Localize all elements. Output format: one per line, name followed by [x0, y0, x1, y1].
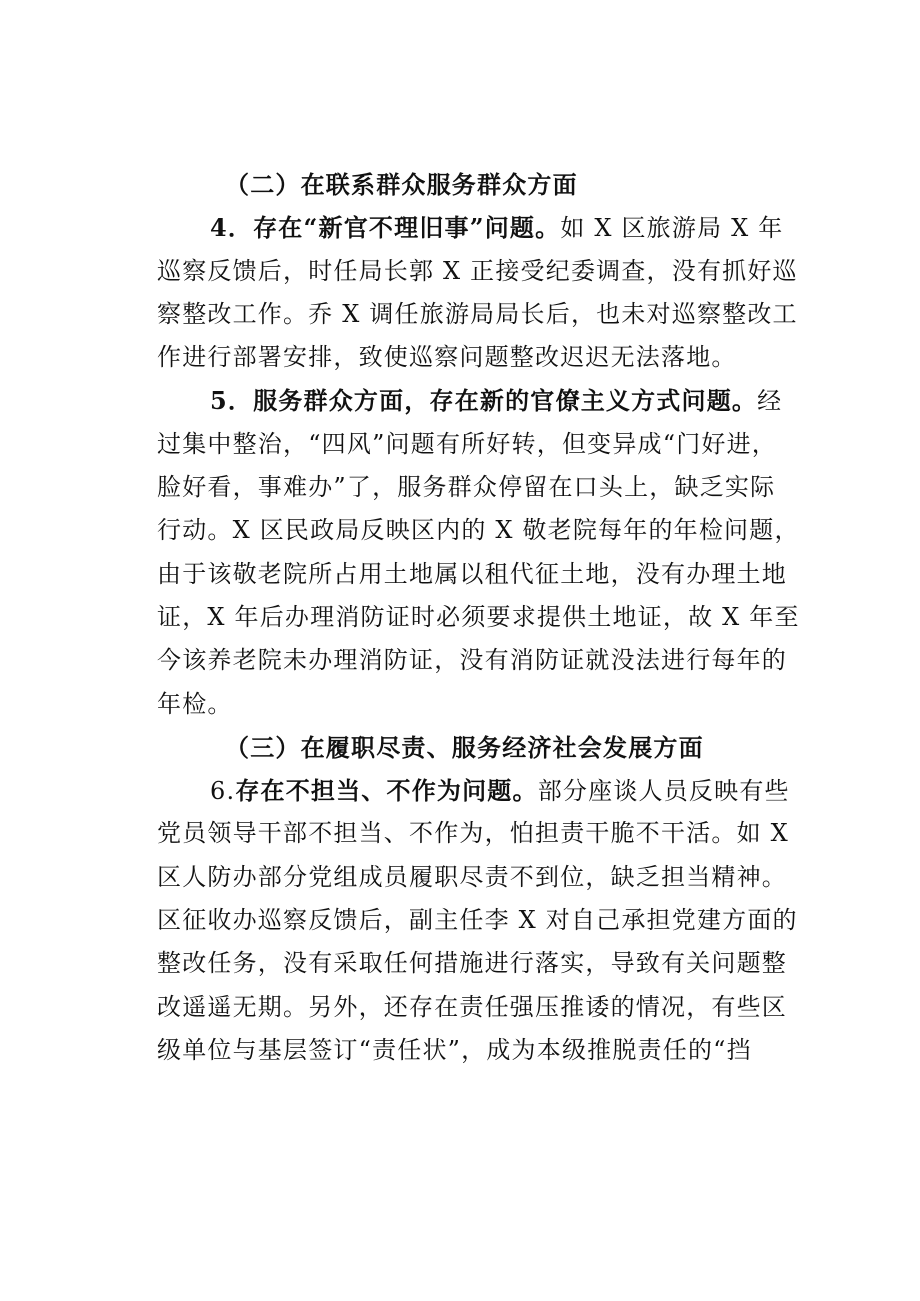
item-6-line-6: 改遥遥无期。另外，还存在责任强压推诿的情况，有些区 [157, 992, 787, 1021]
item-5-number: 5． [210, 386, 254, 416]
item-5-line-3: 脸好看，事难办”了，服务群众停留在口头上，缺乏实际 [157, 473, 776, 502]
item-6-line-7: 级单位与基层签订“责任状”，成为本级推脱责任的“挡 [157, 1035, 752, 1064]
item-5-text: 经 [757, 387, 783, 416]
item-4-lead: 存在“新官不理旧事”问题。 [253, 213, 561, 243]
item-4-line-4: 作进行部署安排，致使巡察问题整改迟迟无法落地。 [157, 343, 737, 372]
item-5-line-5: 由于该敬老院所占用土地属以租代征土地，没有办理土地 [157, 559, 787, 588]
item-6-line-2: 党员领导干部不担当、不作为，怕担责干脆不干活。如 X [157, 819, 789, 848]
item-5-line-2: 过集中整治，“四风”问题有所好转，但变异成“门好进， [157, 429, 778, 458]
section-heading-2: （二）在联系群众服务群众方面 [225, 170, 578, 199]
document-body [157, 163, 800, 1072]
item-6-lead: 存在不担当、不作为问题。 [235, 776, 538, 806]
item-5-line-8: 年检。 [157, 689, 233, 718]
item-6-line-1 [157, 769, 790, 812]
item-4-line-1 [157, 206, 784, 249]
item-6-text: 部分座谈人员反映有些 [537, 777, 790, 806]
item-5-line-1 [157, 379, 783, 422]
item-5-lead: 服务群众方面，存在新的官僚主义方式问题。 [253, 386, 758, 416]
item-4-text: 如 X 区旅游局 X 年 [560, 214, 784, 243]
item-5-line-4: 行动。X 区民政局反映区内的 X 敬老院每年的年检问题， [157, 516, 800, 545]
item-6-number: 6. [210, 777, 236, 806]
item-5-line-7: 今该养老院未办理消防证，没有消防证就没法进行每年的 [157, 646, 787, 675]
item-4-line-3: 察整改工作。乔 X 调任旅游局局长后，也未对巡察整改工 [157, 299, 798, 328]
item-4-line-2: 巡察反馈后，时任局长郭 X 正接受纪委调查，没有抓好巡 [157, 256, 798, 285]
item-6-line-5: 整改任务，没有采取任何措施进行落实，导致有关问题整 [157, 949, 787, 978]
item-6-line-4: 区征收办巡察反馈后，副主任李 X 对自己承担党建方面的 [157, 906, 798, 935]
item-5-line-6: 证，X 年后办理消防证时必须要求提供土地证，故 X 年至 [157, 602, 800, 631]
item-4-number: 4． [210, 213, 254, 243]
section-heading-3: （三）在履职尽责、服务经济社会发展方面 [225, 732, 704, 762]
item-6-line-3: 区人防办部分党组成员履职尽责不到位，缺乏担当精神。 [157, 862, 787, 891]
